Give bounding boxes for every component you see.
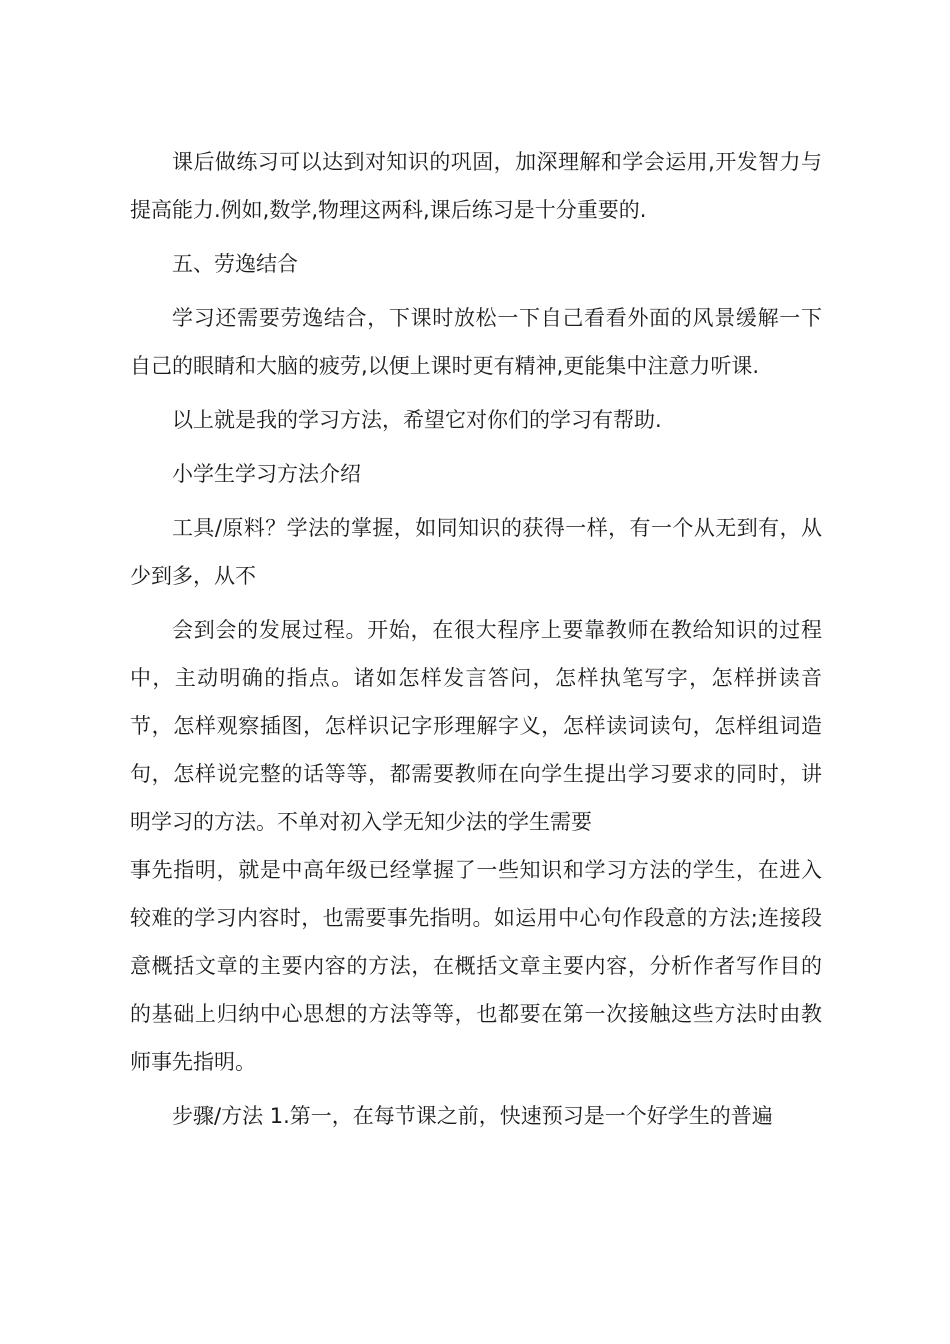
section-heading-rest: 五、劳逸结合 (172, 252, 298, 276)
paragraph-exercise: 课后做练习可以达到对知识的巩固，加深理解和学会运用,开发智力与提高能力.例如,数学,物理这两科,课后练习是十分重要的. (130, 150, 822, 222)
paragraph-steps: 步骤/方法 1.第一，在每节课之前，快速预习是一个好学生的普遍 (172, 1104, 773, 1128)
paragraph-advance: 事先指明，就是中高年级已经掌握了一些知识和学习方法的学生，在进入较难的学习内容时，也需要事先指明。如运用中心句作段意的方法;连接段意概括文章的主要内容的方法，在概括文章主要内容，分析作者写作目的的基础上归纳中心思想的方法等等，也都要在第一次接触这些方法时由教师事先指明。 (130, 858, 822, 1074)
paragraph-development: 会到会的发展过程。开始，在很大程序上要靠教师在教给知识的过程中，主动明确的指点。诸如怎样发言答问，怎样执笔写字，怎样拼读音节，怎样观察插图，怎样识记字形理解字义，怎样读词读句，怎样组词造句，怎样说完整的话等等，都需要教师在向学生提出学习要求的同时，讲明学习的方法。不单对初入学无知少法的学生需要 (130, 618, 822, 834)
document-body (130, 138, 822, 1140)
paragraph-tools: 工具/原料？学法的掌握，如同知识的获得一样，有一个从无到有，从少到多，从不 (130, 516, 822, 588)
paragraph-rest: 学习还需要劳逸结合，下课时放松一下自己看看外面的风景缓解一下自己的眼睛和大脑的疲劳,以便上课时更有精神,更能集中注意力听课. (130, 306, 822, 378)
paragraph-summary: 以上就是我的学习方法，希望它对你们的学习有帮助. (172, 408, 662, 432)
section-heading-intro: 小学生学习方法介绍 (172, 462, 361, 486)
